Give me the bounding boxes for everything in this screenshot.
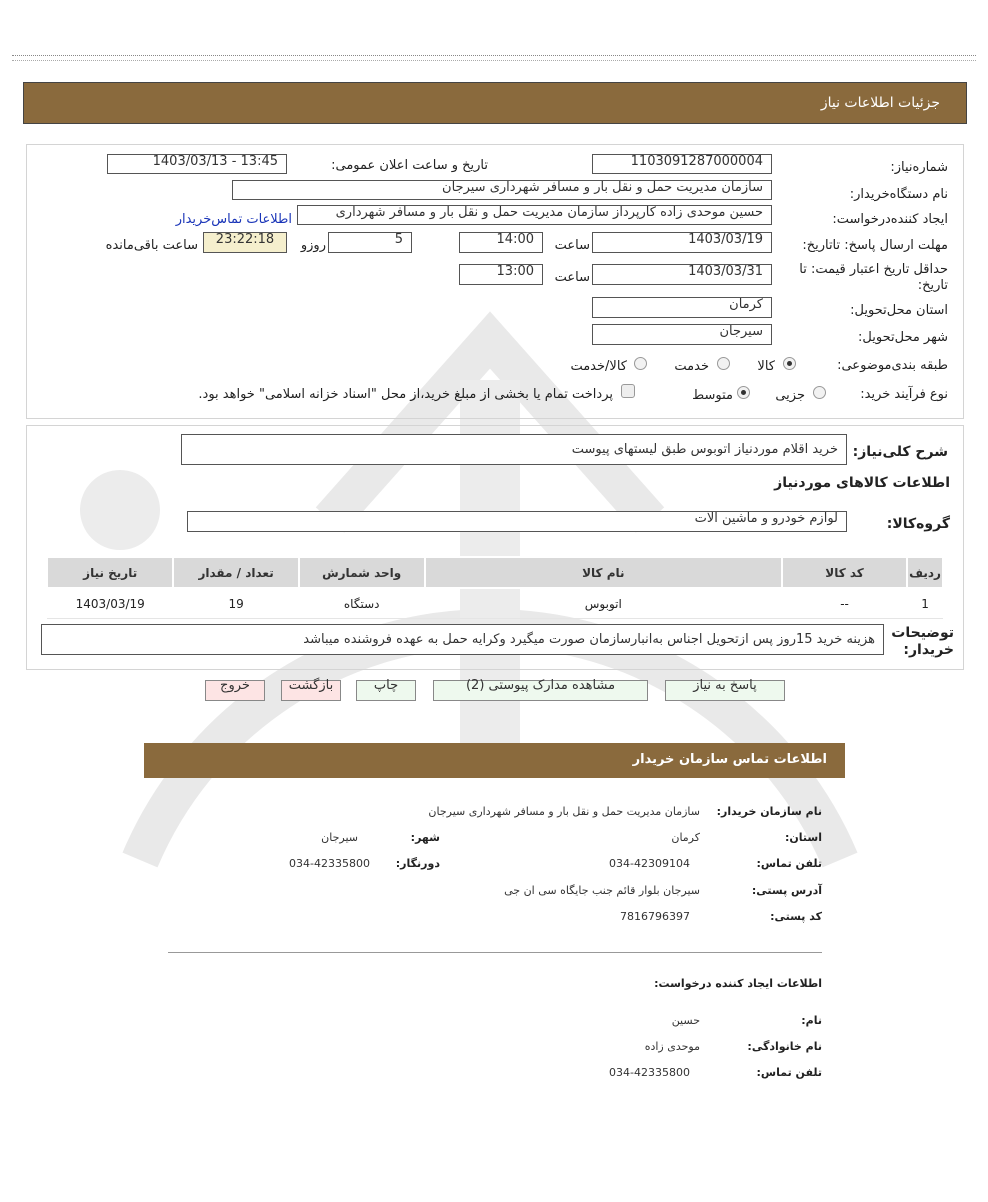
deadline-time-field: 14:00 — [459, 232, 543, 253]
city-field: سیرجان — [592, 324, 772, 345]
treasury-payment-note: پرداخت تمام یا بخشی از مبلغ خرید،از محل "اسناد خزانه اسلامی" خواهد بود. — [198, 387, 613, 402]
items-table-header — [47, 557, 943, 588]
contact-province-label: استان: — [785, 831, 822, 844]
cell-date: 1403/03/19 — [47, 588, 173, 619]
group-field: لوازم خودرو و ماشین آلات — [187, 511, 847, 532]
cell-code: -- — [782, 588, 907, 619]
creator-phone-label: تلفن تماس: — [756, 1066, 822, 1079]
contact-org-label: نام سازمان خریدار: — [716, 805, 822, 818]
announce-field: 1403/03/13 - 13:45 — [107, 154, 287, 174]
buyer-org-label: نام دستگاه‌خریدار: — [849, 187, 948, 202]
items-section-title: اطلاعات کالاهای موردنیاز — [774, 475, 950, 491]
cell-name: اتوبوس — [425, 588, 782, 619]
buyer-notes-label: توضیحات خریدار: — [891, 625, 954, 658]
price-validity-time-label: ساعت — [554, 270, 590, 285]
col-date: تاریخ نیاز — [47, 557, 173, 588]
contact-section-title: اطلاعات تماس سازمان خریدار — [632, 752, 827, 767]
category-goods-label: کالا — [757, 359, 775, 374]
contact-phone-label: تلفن تماس: — [756, 857, 822, 870]
contact-fax-label: دورنگار: — [395, 857, 440, 870]
creator-section-title: اطلاعات ایجاد کننده درخواست: — [654, 977, 822, 990]
remaining-label: ساعت باقی‌مانده — [105, 238, 198, 253]
keyword-label: شرح کلی‌نیاز: — [852, 444, 948, 460]
need-number-label: شماره‌نیاز: — [890, 160, 948, 175]
requester-field: حسین موحدی زاده کارپرداز سازمان مدیریت حمل و نقل بار و مسافر شهرداری — [297, 205, 772, 225]
process-minor-label: جزیی — [775, 388, 805, 403]
contact-city-value: سیرجان — [321, 831, 358, 844]
col-name: نام کالا — [425, 557, 782, 588]
contact-province-value: کرمان — [671, 831, 700, 844]
province-label: استان محل‌تحویل: — [850, 303, 948, 318]
contact-org-value: سازمان مدیریت حمل و نقل بار و مسافر شهرداری سیرجان — [428, 805, 700, 818]
contact-section-header — [144, 743, 845, 778]
price-validity-date-field: 1403/03/31 — [592, 264, 772, 285]
category-service-label: خدمت — [674, 359, 709, 374]
top-dotted-divider — [12, 55, 976, 56]
col-row: ردیف — [907, 557, 943, 588]
province-field: کرمان — [592, 297, 772, 318]
remaining-time-field: 23:22:18 — [203, 232, 287, 253]
requester-label: ایجاد کننده‌درخواست: — [832, 212, 948, 227]
contact-postal-value: 7816796397 — [620, 910, 690, 923]
creator-name-label: نام: — [801, 1014, 822, 1027]
reply-button[interactable]: پاسخ به نیاز — [665, 680, 785, 701]
creator-family-label: نام خانوادگی: — [747, 1040, 822, 1053]
deadline-time-label: ساعت — [554, 238, 590, 253]
buyer-contact-link[interactable]: اطلاعات تماس‌خریدار — [175, 212, 292, 227]
col-qty: تعداد / مقدار — [173, 557, 298, 588]
process-medium-radio[interactable] — [737, 386, 750, 399]
creator-family-value: موحدی زاده — [644, 1040, 700, 1053]
print-button[interactable]: چاپ — [356, 680, 416, 701]
city-label: شهر محل‌تحویل: — [858, 330, 948, 345]
creator-name-value: حسین — [671, 1014, 700, 1027]
page-header — [23, 82, 967, 124]
top-dotted-divider-2 — [12, 60, 976, 61]
days-field: 5 — [328, 232, 412, 253]
process-label: نوع فرآیند خرید: — [860, 387, 948, 402]
creator-phone-value: 034-42335800 — [609, 1066, 690, 1079]
contact-fax-value: 034-42335800 — [289, 857, 370, 870]
buyer-org-field: سازمان مدیریت حمل و نقل بار و مسافر شهرداری سیرجان — [232, 180, 772, 200]
cell-unit: دستگاه — [299, 588, 425, 619]
contact-address-value: سیرجان بلوار قائم جنب جایگاه سی ان جی — [504, 884, 700, 897]
keyword-field: خرید اقلام موردنیاز اتوبوس طبق لیستهای پیوست — [181, 434, 847, 465]
process-medium-label: متوسط — [692, 388, 733, 403]
contact-phone-value: 034-42309104 — [609, 857, 690, 870]
col-code: کد کالا — [782, 557, 907, 588]
category-both-radio[interactable] — [634, 357, 647, 370]
exit-button[interactable]: خروج — [205, 680, 265, 701]
col-unit: واحد شمارش — [299, 557, 425, 588]
contact-address-label: آدرس پستی: — [751, 884, 822, 897]
contact-divider — [168, 952, 822, 953]
category-goods-radio[interactable] — [783, 357, 796, 370]
back-button[interactable]: بازگشت — [281, 680, 341, 701]
attachments-button[interactable]: مشاهده مدارک پیوستی (2) — [433, 680, 648, 701]
table-row — [47, 588, 943, 619]
price-validity-time-field: 13:00 — [459, 264, 543, 285]
cell-row: 1 — [907, 588, 943, 619]
contact-postal-label: کد پستی: — [770, 910, 822, 923]
announce-label: تاریخ و ساعت اعلان عمومی: — [331, 158, 488, 173]
category-both-label: کالا/خدمت — [570, 359, 627, 374]
need-number-field: 1103091287000004 — [592, 154, 772, 174]
treasury-payment-checkbox[interactable] — [621, 384, 635, 398]
cell-qty: 19 — [173, 588, 298, 619]
category-label: طبقه بندی‌موضوعی: — [837, 358, 948, 373]
deadline-date-field: 1403/03/19 — [592, 232, 772, 253]
buyer-notes-field: هزینه خرید 15روز پس ازتحویل اجناس به‌انبارسازمان صورت میگیرد وکرایه حمل به عهده فروشنده میباشد — [41, 624, 884, 655]
contact-city-label: شهر: — [410, 831, 440, 844]
category-service-radio[interactable] — [717, 357, 730, 370]
page-title: جزئیات اطلاعات نیاز — [820, 95, 940, 111]
days-label: روزو — [300, 238, 326, 253]
deadline-label: مهلت ارسال پاسخ: تاتاریخ: — [802, 238, 948, 253]
price-validity-label: حداقل تاریخ اعتبار قیمت: تا تاریخ: — [799, 262, 948, 293]
items-table — [46, 556, 944, 619]
group-label: گروه‌کالا: — [886, 516, 950, 532]
process-minor-radio[interactable] — [813, 386, 826, 399]
